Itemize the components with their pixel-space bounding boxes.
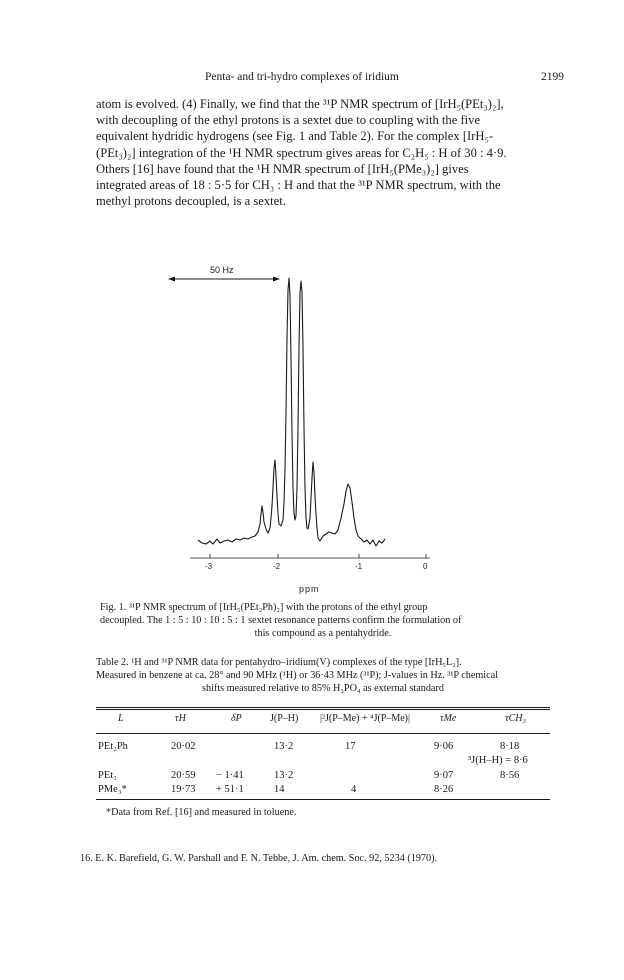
table-cell: 8·56 — [500, 770, 520, 781]
table-bottom-rule — [96, 799, 550, 800]
table-cell: 9·07 — [434, 770, 454, 781]
table-cell: 20·02 — [171, 741, 196, 752]
table-cell: + 51·1 — [216, 784, 244, 795]
scale-label: 50 Hz — [210, 265, 234, 275]
axis-tick-label: -1 — [355, 562, 363, 571]
body-line: with decoupling of the ethyl protons is a sextet due to coupling with the five — [96, 113, 481, 128]
reference-16: 16. E. K. Barefield, G. W. Parshall and F. N. Tebbe, J. Am. chem. Soc. 92, 5234 (1970). — [80, 853, 438, 864]
table-caption-line: Table 2. ¹H and ³¹P NMR data for pentahydro–iridium(V) complexes of the type [IrH₅L₂]. — [96, 657, 462, 668]
table-cell: 8·18 — [500, 741, 520, 752]
table-header-rule — [96, 733, 550, 734]
table-cell: 8·26 — [434, 784, 454, 795]
body-line: integrated areas of 18 : 5·5 for CH₃ : H and that the ³¹P NMR spectrum, with the — [96, 178, 501, 193]
body-line: methyl protons decoupled, is a sextet. — [96, 194, 286, 209]
scale-arrow-left-icon — [168, 277, 175, 282]
body-line: Others [16] have found that the ¹H NMR spectrum of [IrH₅(PMe₃)₂] gives — [96, 161, 469, 176]
table-cell: − 1·41 — [216, 770, 244, 781]
body-line: atom is evolved. (4) Finally, we find that the ³¹P NMR spectrum of [IrH₅(PEt₃)₂], — [96, 97, 504, 111]
axis-tick-label: -2 — [273, 562, 281, 571]
col-header-tau-h: τH — [175, 713, 186, 724]
col-header-tau-me: τMe — [440, 713, 457, 724]
axis-tick-label: -3 — [205, 562, 213, 571]
col-header-jpme: |²J(P–Me) + ⁴J(P–Me)| — [320, 713, 411, 724]
table-cell: 14 — [274, 784, 285, 795]
nmr-spectrum-figure — [150, 248, 470, 578]
axis-label: ppm — [299, 584, 320, 594]
table-caption — [96, 656, 550, 695]
body-line: equivalent hydridic hydrogens (see Fig. 1 and Table 2). For the complex [IrH₅- — [96, 129, 494, 144]
table-caption-line: Measured in benzene at ca. 28° and 90 MHz (¹H) or 36·43 MHz (³¹P); J-values in Hz. ³¹P chemical — [96, 670, 499, 681]
table-caption-line: shifts measured relative to 85% H₃PO₄ as external standard — [202, 683, 444, 694]
table-top-rule-2 — [96, 709, 550, 710]
table-top-rule — [96, 707, 550, 708]
table-cell: 9·06 — [434, 741, 454, 752]
table-cell: 13·2 — [274, 741, 294, 752]
col-header-jph: J(P–H) — [270, 713, 299, 724]
body-paragraph — [96, 96, 550, 209]
table-cell: PMe₃* — [98, 784, 127, 795]
running-title: Penta- and tri-hydro complexes of iridium — [205, 71, 399, 83]
table-cell: 19·73 — [171, 784, 196, 795]
table-cell: PEt₃ — [98, 770, 117, 781]
table-cell: 20·59 — [171, 770, 196, 781]
scale-arrow-right-icon — [273, 277, 280, 282]
body-line: (PEt₃)₂] integration of the ¹H NMR spectrum gives areas for C₂H₅ : H of 30 : 4·9. — [96, 145, 507, 160]
table-cell: ³J(H–H) = 8·6 — [468, 755, 528, 766]
col-header-tau-ch3: τCH₃ — [505, 713, 526, 724]
table-cell: 13·2 — [274, 770, 294, 781]
page-number: 2199 — [541, 71, 564, 83]
table-cell: 4 — [351, 784, 357, 795]
caption-line: Fig. 1. ³¹P NMR spectrum of [IrH₅(PEt₂Ph)₂] with the protons of the ethyl group — [100, 602, 428, 613]
spectrum-trace — [198, 278, 385, 546]
caption-line: decoupled. The 1 : 5 : 10 : 10 : 5 : 1 sextet resonance patterns confirm the formulation of — [100, 615, 462, 626]
table-cell: 17 — [345, 741, 356, 752]
col-header-l: L — [118, 713, 124, 724]
col-header-delta-p: δP — [231, 713, 242, 724]
table-footnote: *Data from Ref. [16] and measured in toluene. — [106, 807, 297, 818]
table-cell: PEt₂Ph — [98, 741, 128, 752]
caption-line: this compound as a pentahydride. — [254, 628, 392, 639]
figure-caption — [100, 601, 546, 640]
axis-tick-label: 0 — [423, 562, 428, 571]
